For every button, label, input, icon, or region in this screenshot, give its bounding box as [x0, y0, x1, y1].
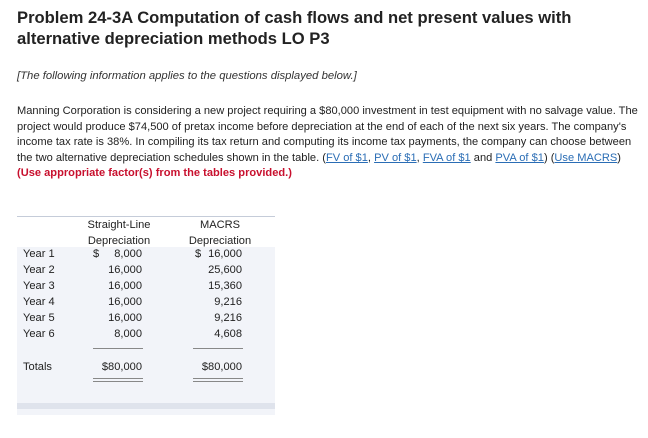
row-label: Year 1: [23, 248, 55, 260]
table-bottom-bar: [17, 403, 275, 409]
subtotal-underline-macrs: [193, 348, 243, 349]
macrs-value: 9,216: [214, 312, 242, 324]
total-double-underline-straight-line: [93, 378, 143, 382]
straight-line-value: 16,000: [108, 264, 142, 276]
straight-line-value: 16,000: [108, 312, 142, 324]
row-label: Year 3: [23, 280, 55, 292]
macrs-value: 16,000: [208, 248, 242, 260]
straight-line-header-line1: Straight-Line: [87, 219, 151, 231]
macrs-value: 9,216: [214, 296, 242, 308]
row-label: Year 6: [23, 328, 55, 340]
straight-line-value: 16,000: [108, 280, 142, 292]
macrs-table-link[interactable]: Use MACRS: [554, 151, 618, 164]
macrs-value: 25,600: [208, 264, 242, 276]
row-label: Year 5: [23, 312, 55, 324]
straight-line-value: 16,000: [108, 296, 142, 308]
info-note: [The following information applies to the questions displayed below.]: [17, 70, 357, 82]
currency-symbol: $: [195, 248, 202, 260]
straight-line-total: $80,000: [101, 361, 142, 373]
row-label: Year 2: [23, 264, 55, 276]
straight-line-header-line2: Depreciation: [87, 235, 151, 247]
total-double-underline-macrs: [193, 378, 243, 382]
macrs-header-line2: Depreciation: [188, 235, 252, 247]
depreciation-table: [17, 216, 275, 406]
fva-table-link[interactable]: FVA of $1: [422, 151, 471, 164]
macrs-header: [175, 217, 265, 249]
subtotal-underline-straight-line: [93, 348, 143, 349]
description-text: Manning Corporation is considering a new project requiring a $80,000 investment in test equipment with no salvage value. The project would produce $74,500 of pretax income before depreciation at the end of each of the next six years. The company's income tax rate is 38%. In compiling its tax return and computing its income tax payments, the company can choose between the two alternative depreciation schedules shown in the table.: [17, 105, 638, 164]
straight-line-value: 8,000: [114, 328, 142, 340]
instruction-text: (Use appropriate factor(s) from the tables provided.): [17, 167, 292, 179]
pva-table-link[interactable]: PVA of $1: [495, 151, 544, 164]
totals-label: Totals: [23, 361, 52, 373]
currency-symbol: $: [93, 248, 100, 260]
problem-description: Manning Corporation is considering a new project requiring a $80,000 investment in test equipment with no salvage value. The project would produce $74,500 of pretax income before depreciation at the end of each of the next six years. The company's income tax rate is 38%. In compiling its tax return and computing its income tax payments, the company can choose between the two alternative depreciation schedules shown in the table. (FV of $1, PV of $1, FVA of $1 and PVA of $1) (Use MACRS) (Use appropriate factor(s) from the tables provided.): [17, 105, 638, 179]
macrs-value: 4,608: [214, 328, 242, 340]
straight-line-header: [75, 217, 163, 249]
fv-table-link[interactable]: FV of $1: [325, 151, 368, 164]
macrs-header-line1: MACRS: [199, 219, 241, 231]
macrs-value: 15,360: [208, 280, 242, 292]
pv-table-link[interactable]: PV of $1: [374, 151, 417, 164]
row-label: Year 4: [23, 296, 55, 308]
straight-line-value: 8,000: [114, 248, 142, 260]
problem-title: Problem 24-3A Computation of cash flows and net present values with alternative depreciation methods LO P3: [17, 8, 572, 48]
macrs-total: $80,000: [201, 361, 242, 373]
